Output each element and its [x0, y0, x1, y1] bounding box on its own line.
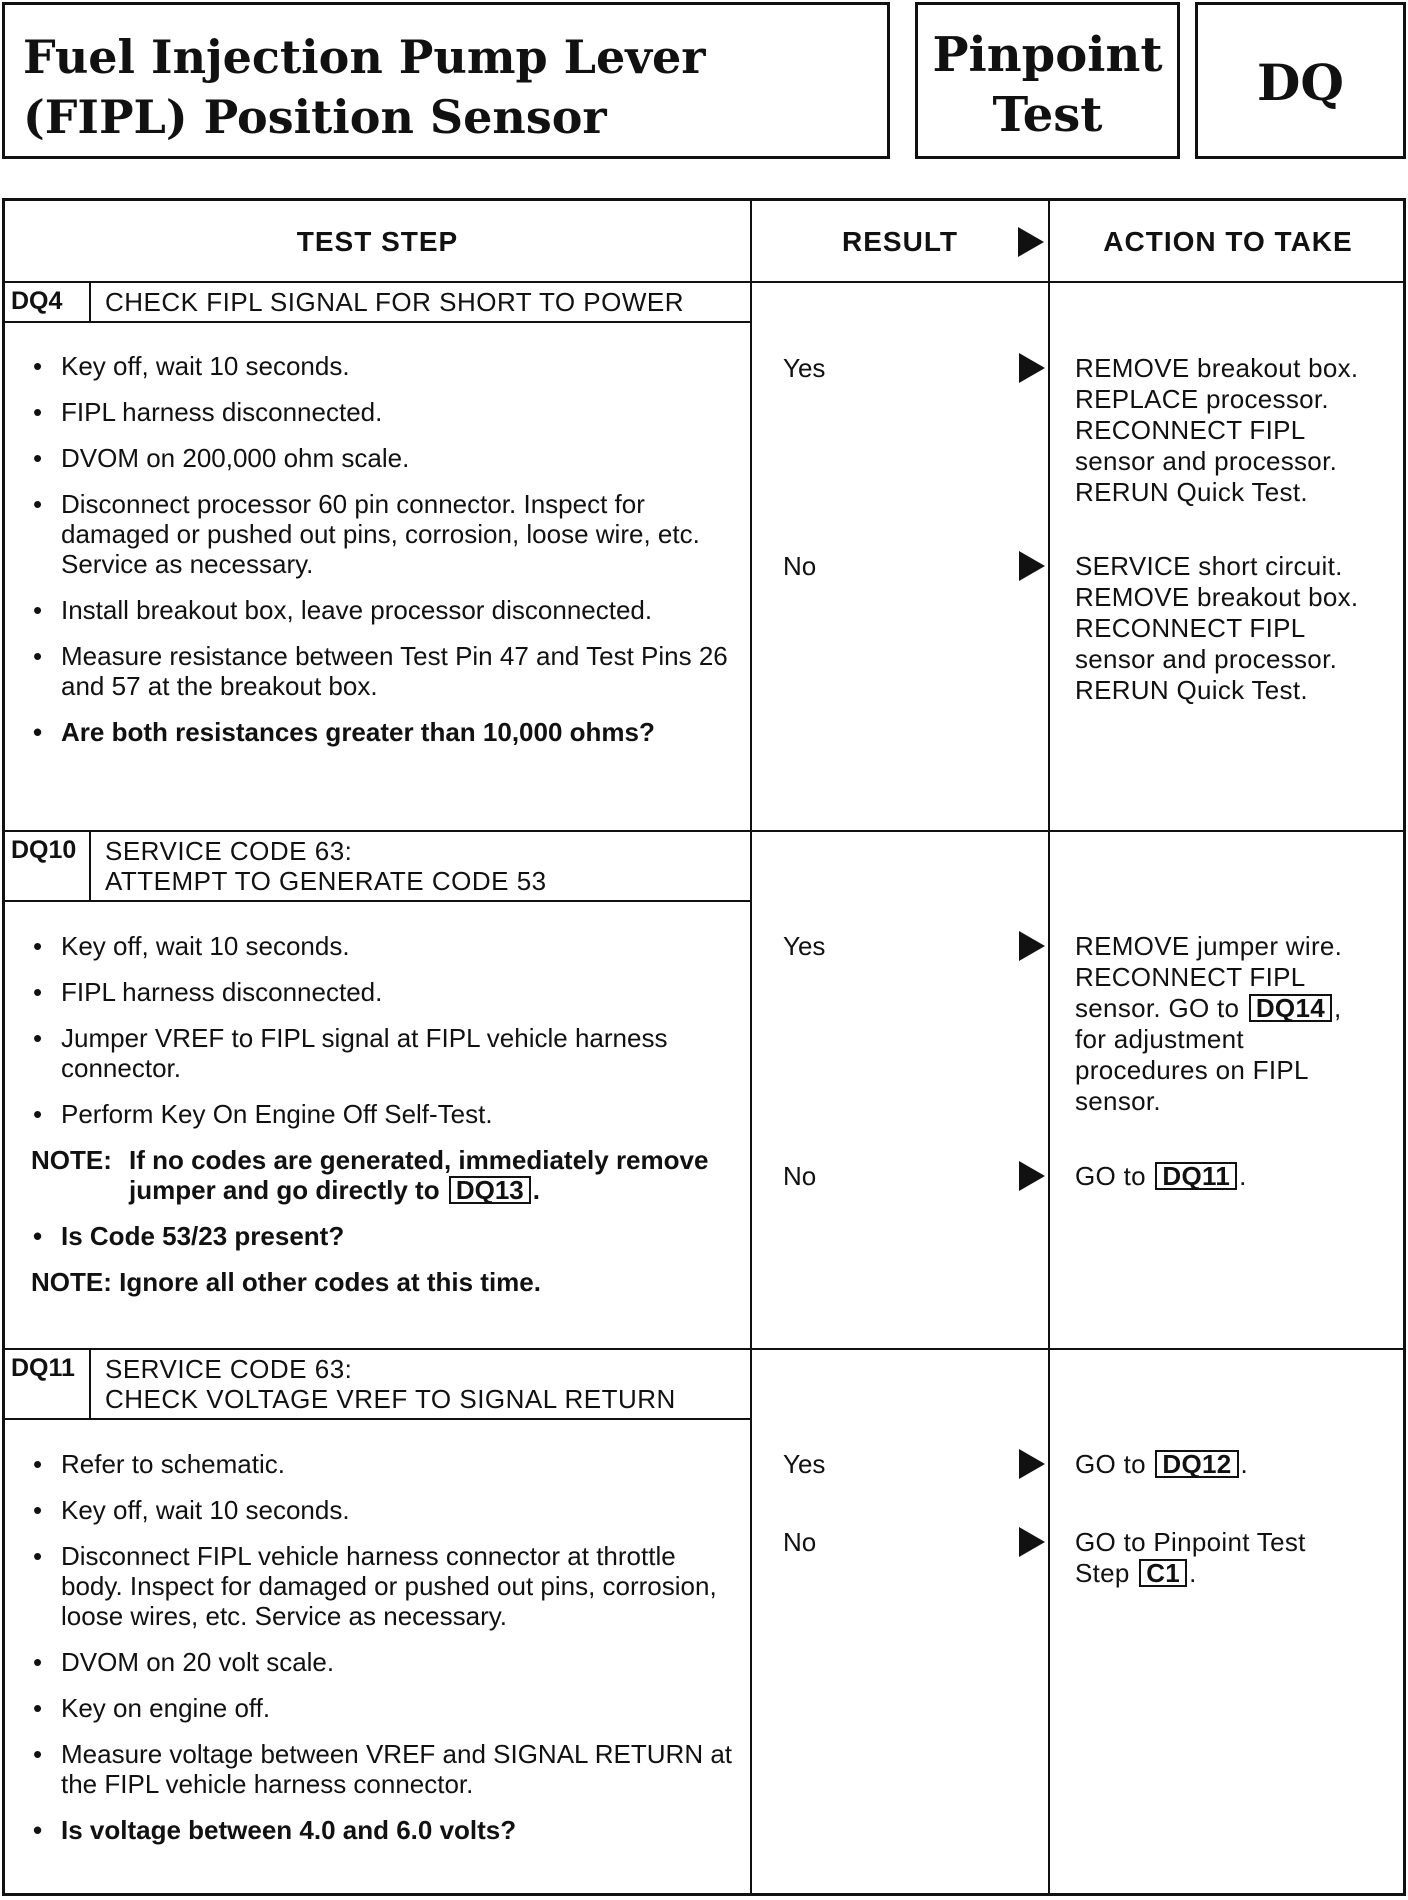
action-line: RECONNECT FIPL [1075, 415, 1306, 445]
arrow-right-icon [1019, 931, 1045, 961]
step-title-line: ATTEMPT TO GENERATE CODE 53 [105, 866, 547, 896]
arrow-right-icon [1019, 1161, 1045, 1191]
result-yes: Yes [783, 353, 826, 383]
step-items-dq10 [31, 931, 741, 1313]
result-yes: Yes [783, 931, 826, 961]
title-line-2: (FIPL) Position Sensor [23, 90, 607, 144]
step-ref-dq12[interactable]: DQ12 [1155, 1450, 1238, 1478]
note-label: NOTE: [31, 1145, 112, 1175]
header-action: ACTION TO TAKE [1103, 226, 1353, 257]
list-item: • Key off, wait 10 seconds. [31, 931, 741, 961]
action-line: Step C1 . [1075, 1558, 1197, 1588]
step-ref-dq11[interactable]: DQ11 [1155, 1162, 1237, 1190]
step-items-dq11 [31, 1449, 741, 1861]
action-line: sensor. GO to DQ14 , [1075, 993, 1342, 1023]
result-no: No [783, 1527, 817, 1557]
note-no-codes: NOTE: If no codes are generated, immediately remove jumper and go directly to DQ13 . [31, 1145, 709, 1205]
step-question: • Is voltage between 4.0 and 6.0 volts? [31, 1815, 741, 1845]
step-title-line: SERVICE CODE 63: [105, 836, 353, 866]
arrow-right-icon [1019, 1449, 1045, 1479]
title-line-1: Fuel Injection Pump Lever [23, 30, 706, 84]
action-line: REMOVE jumper wire. [1075, 931, 1343, 961]
step-id: DQ10 [5, 832, 91, 900]
action-line: RECONNECT FIPL [1075, 613, 1306, 643]
step-title-line: CHECK VOLTAGE VREF TO SIGNAL RETURN [105, 1384, 676, 1414]
note-ignore-codes: NOTE: Ignore all other codes at this time. [31, 1267, 541, 1297]
test-code: DQ [1257, 53, 1344, 112]
header-result [752, 201, 1048, 283]
action-text: sensor. GO to [1075, 993, 1240, 1023]
list-item: • Key off, wait 10 seconds. [31, 1495, 741, 1525]
list-item: • Perform Key On Engine Off Self-Test. [31, 1099, 741, 1129]
list-item: • Key on engine off. [31, 1693, 741, 1723]
step-ref-dq14[interactable]: DQ14 [1249, 994, 1332, 1022]
pinpoint-table [2, 198, 1406, 1896]
step-question: • Is Code 53/23 present? [31, 1221, 741, 1251]
action-text: GO to [1075, 1449, 1146, 1479]
action-line: RERUN Quick Test. [1075, 675, 1308, 705]
step-title: CHECK FIPL SIGNAL FOR SHORT TO POWER [105, 287, 685, 317]
action-line: sensor. [1075, 1086, 1161, 1116]
action-no-dq10: GO to DQ11 . [1075, 1161, 1247, 1191]
step-header-dq10 [5, 832, 751, 902]
pinpoint-test-box [915, 2, 1180, 159]
action-line: REPLACE processor. [1075, 384, 1329, 414]
list-item: • Install breakout box, leave processor disconnected. [31, 595, 741, 625]
column-divider [750, 201, 752, 1893]
list-item: • Disconnect FIPL vehicle harness connector at throttle body. Inspect for damaged or pushed out pins, corrosion, loose wires, etc. Service as necessary. [31, 1541, 741, 1631]
step-header-dq11 [5, 1350, 751, 1420]
step-title [105, 836, 547, 896]
action-text: GO to [1075, 1161, 1146, 1191]
action-line: procedures on FIPL [1075, 1055, 1309, 1085]
action-line: RERUN Quick Test. [1075, 477, 1308, 507]
page-title [23, 27, 706, 147]
list-item: • FIPL harness disconnected. [31, 397, 741, 427]
test-code-box [1195, 2, 1406, 159]
list-item: • Disconnect processor 60 pin connector. Inspect for damaged or pushed out pins, corrosion, loose wire, etc. Service as necessary. [31, 489, 741, 579]
step-ref-c1[interactable]: C1 [1139, 1559, 1187, 1587]
pinpoint-label: Pinpoint [932, 27, 1163, 83]
arrow-right-icon [1018, 227, 1044, 257]
list-item: • DVOM on 20 volt scale. [31, 1647, 741, 1677]
action-yes-dq4 [1075, 353, 1405, 508]
action-text: Step [1075, 1558, 1130, 1588]
result-yes: Yes [783, 1449, 826, 1479]
list-item: • Measure resistance between Test Pin 47 and Test Pins 26 and 57 at the breakout box. [31, 641, 741, 701]
action-line: REMOVE breakout box. [1075, 353, 1359, 383]
arrow-right-icon [1019, 1527, 1045, 1557]
action-line: sensor and processor. [1075, 644, 1338, 674]
column-divider [1048, 201, 1050, 1893]
step-title-line: SERVICE CODE 63: [105, 1354, 353, 1384]
step-question: • Are both resistances greater than 10,000 ohms? [31, 717, 741, 747]
action-no-dq4 [1075, 551, 1405, 706]
step-id: DQ4 [5, 283, 91, 321]
action-yes-dq11: GO to DQ12 . [1075, 1449, 1249, 1479]
arrow-right-icon [1019, 353, 1045, 383]
note-text: If no codes are generated, immediately remove jumper and go directly to [129, 1145, 709, 1205]
list-item: • Key off, wait 10 seconds. [31, 351, 741, 381]
action-no-dq11 [1075, 1527, 1405, 1589]
step-title [105, 1354, 676, 1414]
result-no: No [783, 1161, 817, 1191]
action-line: REMOVE breakout box. [1075, 582, 1359, 612]
action-line: SERVICE short circuit. [1075, 551, 1343, 581]
step-header-dq4 [5, 283, 751, 323]
result-no: No [783, 551, 817, 581]
step-id: DQ11 [5, 1350, 91, 1418]
list-item: • FIPL harness disconnected. [31, 977, 741, 1007]
step-ref-dq13[interactable]: DQ13 [449, 1176, 531, 1204]
list-item: • Jumper VREF to FIPL signal at FIPL vehicle harness connector. [31, 1023, 741, 1083]
title-box [2, 2, 890, 159]
action-line: sensor and processor. [1075, 446, 1338, 476]
action-line: GO to Pinpoint Test [1075, 1527, 1306, 1557]
step-items-dq4 [31, 351, 741, 763]
action-line: for adjustment [1075, 1024, 1244, 1054]
test-label: Test [992, 87, 1103, 143]
header-result-label: RESULT [842, 226, 958, 257]
action-yes-dq10 [1075, 931, 1405, 1117]
header-test-step: TEST STEP [296, 226, 459, 257]
action-line: RECONNECT FIPL [1075, 962, 1306, 992]
arrow-right-icon [1019, 551, 1045, 581]
list-item: • DVOM on 200,000 ohm scale. [31, 443, 741, 473]
list-item: • Measure voltage between VREF and SIGNAL RETURN at the FIPL vehicle harness connector. [31, 1739, 741, 1799]
list-item: • Refer to schematic. [31, 1449, 741, 1479]
